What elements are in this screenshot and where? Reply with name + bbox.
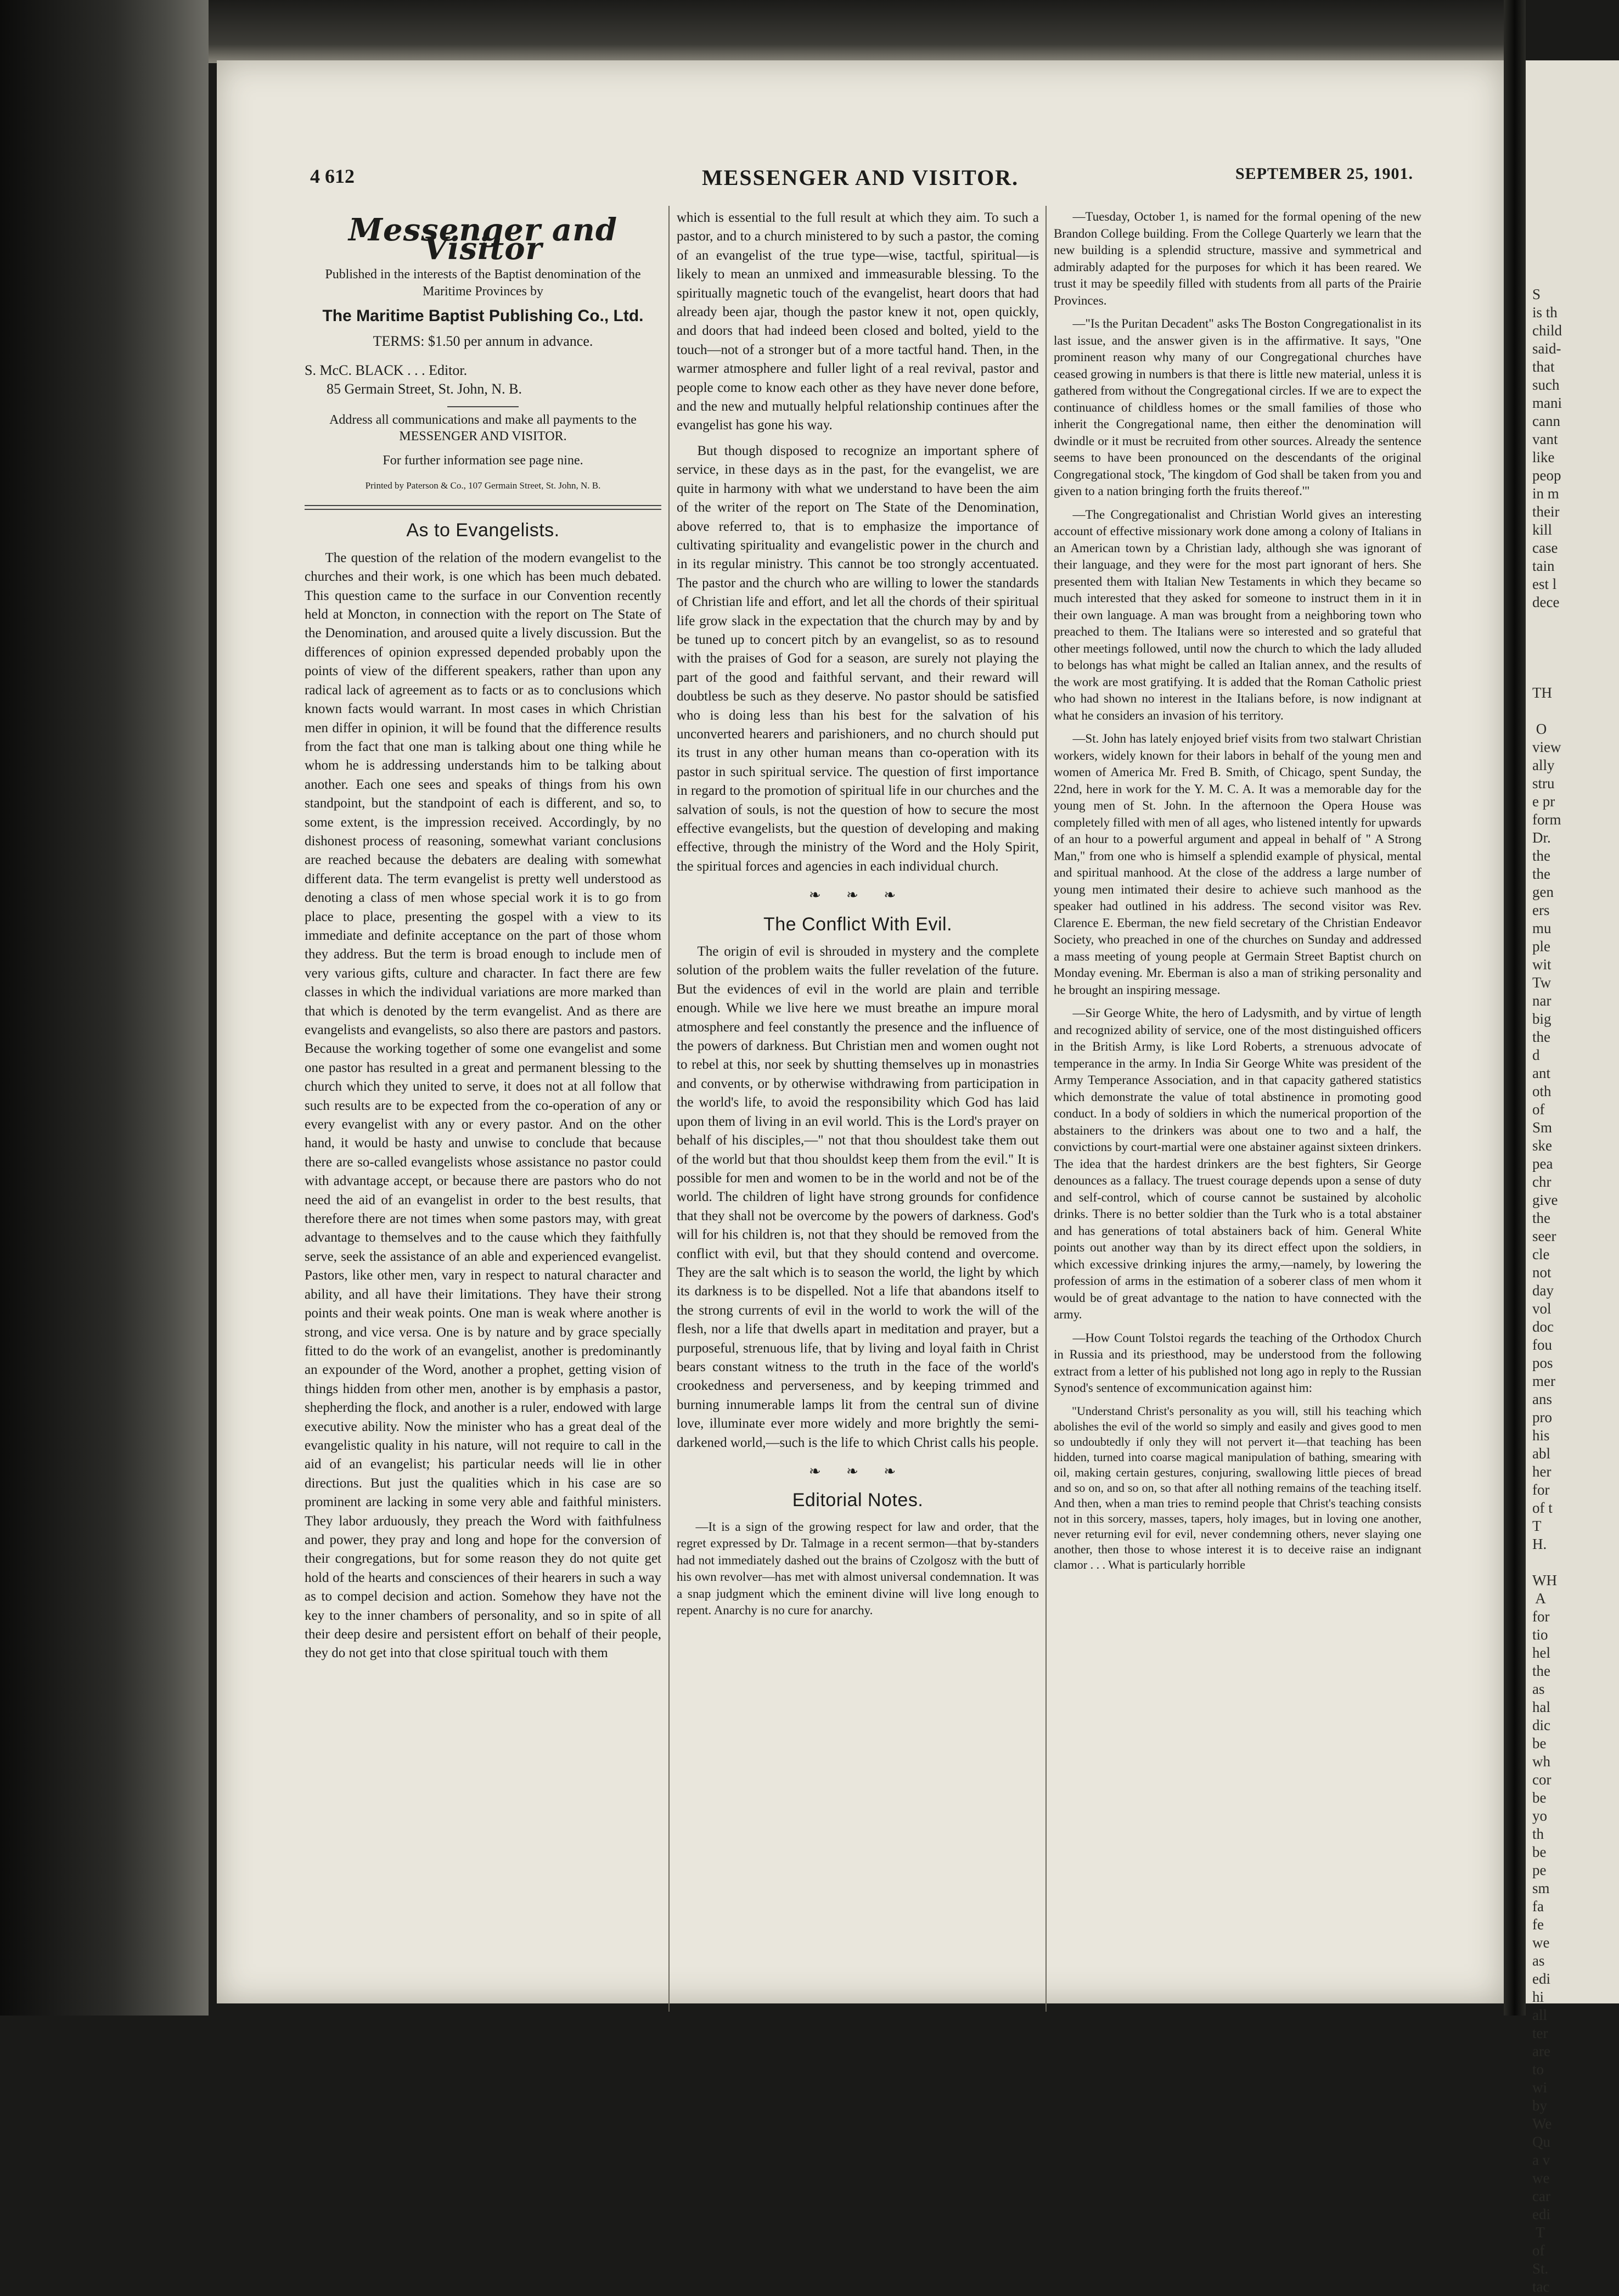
divider [447,406,519,407]
scan-top-shadow [209,0,1515,63]
article-paragraph: The origin of evil is shrouded in mystery and the complete solution of the problem waits the fuller revelation of the future. But the evidences of evil in the world are plain and terrible enough. While we live here we must breathe an impure moral atmosphere and feel constantly the presence and the influence of the powers of darkness. But Christian men and women ought not to rebel at this, nor seek by shutting themselves up in monastries and convents, or by otherwise withdrawing from participation in the world's life, to avoid the responsibility which God has laid upon them of living in an evil world. This is the Lord's prayer on behalf of his disciples,—" not that thou shouldest take them out of the world but that thou shouldst keep them from the evil." It is possible for men and women to be in the world and not be of the world. The children of light have strong grounds for confidence that they shall not be overcome by the powers of darkness. God's will for his children is, not that they should be removed from the conflict with evil, but that they should contend and overcome. They are the salt which is to season the world, the light by which its darkness is to be dispelled. Not a life that abandons itself to the strong currents of evil in the world to work the will of the flesh, nor a life that dwells apart in meditation and prayer, but a purposeful, strenuous life, that by living and loyal faith in Christ bears constant witness to the truth in the face of the world's crookedness and perverseness, and by keeping trimmed and burning innumerable lamps lit from the central sun of divine love, illuminate ever more widely and more brightly the semi-darkened world,—such is the life to which Christ calls his people. [677,944,1039,1450]
column-1 [305,209,661,2009]
editor-address: 85 Germain Street, St. John, N. B. [327,380,522,397]
editorial-note: —Sir George White, the hero of Ladysmith, and by virtue of length and recognized ability of service, one of the most distinguished officers in the British Army, is like Lord Roberts, a strenuous advocate of temperance in the army. In India Sir George White was president of the Army Temperance Association, and in that capacity gathered statistics which demonstrate the value of total abstinence in promoting good conduct. In a body of soldiers in which the numerical proportion of the abstainers to the drinkers was about one to two and a half, the convictions by court-martial were one abstainer against sixteen drinkers. The idea that the hardest drinkers are the best fighters, Sir George denounces as a fallacy. The truest courage depends upon a sense of duty and self-control, which of course cannot be sustained by alcoholic drinks. There is no better soldier than the Turk who is a total abstainer and has generations of total abstainers back of him. General White points out another way than by its direct effect upon the soldiers, in which excessive drinking injures the army,—namely, by lowering the profession of arms in the estimation of a soberer class of men whom it would be of great advantage to the nation to have connected with the army. [1054,1006,1421,1321]
section-ornament: ❧ ❧ ❧ [808,1463,907,1479]
editorial-note: —St. John has lately enjoyed brief visits from two stalwart Christian workers, widely known for their labors in behalf of the young men and women of America Mr. Fred B. Smith, of Chicago, spent Sunday, the 22nd, here in work for the Y. M. C. A. It was a memorable day for the young men of St. John. In the afternoon the Opera House was completely filled with men of all ages, who listened intently for upwards of an hour to a powerful argument and appeal in behalf of " A Strong Man," from one who is himself a splendid example of physical, mental and spiritual manhood. At the close of the address a large number of young men intimated their desire to achieve such manhood as the speaker had outlined in his address. The second visitor was Rev. Clarence E. Eberman, the new field secretary of the Christian Endeavor Society, who preached in one of the churches on Sunday and addressed a mass meeting of young people at Germain Street Baptist church on Monday evening. Mr. Eberman is also a man of striking personality and he brought an inspiring message. [1054,732,1421,997]
article-paragraph: The question of the relation of the modern evangelist to the churches and their work, is one which has been much debated. This question came to the surface in our Convention recently held at Moncton, in connection with the report on The State of the Denomination, and aroused quite a lively discussion. But the differences of opinion expressed depended probably upon the points of view of the different speakers, rather than upon any radical lack of agreement as to facts or as to conclusions which known facts would warrant. In most cases in which Christian men differ in opinion, it will be found that the difference results from the fact that one man is talking about one thing while he whom he is addressing understands him to be talking about another. Each one sees and speaks of things from his own standpoint, but the standpoint of each is different, and so, to some extent, is the impression received. Accordingly, by no dishonest process of reasoning, somewhat variant conclusions are reached because the debaters are dealing with somewhat different data. The term evangelist is pretty well understood as denoting a class of men whose special work it is to go from place to place, presenting the gospel with a view to its immediate and definite acceptance on the part of those whom they address. But the term is broad enough to include men of very various gifts, culture and character. In fact there are few classes in which the individual variations are more marked than that which is denoted by the term evangelist. And as there are evangelists and evangelists, so also there are pastors and pastors. Because the working together of some one evangelist and some one pastor has resulted in a great and permanent blessing to the church which they united to serve, it does not at all follow that such results are to be expected from the co-operation of any or every evangelist with any or every pastor. And on the other hand, it would be hasty and unwise to conclude that because there are so-called evangelists whose assistance no pastor could with advantage accept, or because there are pastors who do not need the aid of an evangelist in order to the best results, that therefore there are not times when some pastors may, with great advantage to themselves and to the cause which they faithfully serve, seek the assistance of an able and experienced evangelist. Pastors, like other men, vary in respect to natural character and ability, and all have their limitations. They have their strong points and their weak points. One man is weak where another is strong, and vice versa. One is by nature and by grace specially fitted to do the work of an evangelist, another is predominantly an expounder of the Word, another a prophet, getting vision of things hidden from other men, another is by emphasis a pastor, shepherding the flock, and another is a ruler, endowed with large executive ability. Now the minister who has a great deal of the evangelistic quality in his nature, will not require to call in the aid of an evangelist; his particular needs will lie in other directions. But just the qualities which in his case are so prominent are lacking in some very able and faithful ministers. They labor arduously, they preach the Word with faithfulness and power, they pray and long and hope for the conversion of their congregations, but for some reason they do not quite get hold of the hearts and consciences of their hearers in such a way as to compel decision and action. Somehow they have not the key to the inner chambers of personality, and so in spite of all their deep desire and persistent effort on behalf of their people, they do not get into that close spiritual touch with them [305,550,661,1661]
editorial-note: —Tuesday, October 1, is named for the formal opening of the new Brandon College building. From the College Quarterly we learn that the new building is a splendid structure, massive and symmetrical and admirably adapted for the purposes for which it has been reared. We trust it may be speedily filled with students from all parts of the Prairie Provinces. [1054,210,1421,307]
editorial-note: —It is a sign of the growing respect for law and order, that the regret expressed by Dr. Talmage in a recent sermon—that by-standers had not immediately dashed out the brains of Czolgosz with the butt of his own revolver—has met with almost universal condemnation. It was a snap judgment which the eminent divine will live long enough to repent. Anarchy is no cure for anarchy. [677,1519,1039,1618]
tolstoi-quote: "Understand Christ's personality as you will, still his teaching which abolishes the evil of the world so simply and easily and gives good to men so undoubtedly if only they will not pervert it—that teaching has been hidden, turned into coarse magical manipulation of bathing, smearing with oil, making certain gestures, conjuring, swallowing little pieces of bread and so on, and so on, so that after all nothing remains of the teaching itself. And then, when a man tries to remind people that Christ's teaching consists not in this sorcery, masses, tapers, holy images, but in loving one another, never returning evil for evil, never condemning others, never slaying one another, then those to whose interest it is to deceive raise an indignant clamor . . . What is particularly horrible [1054,1404,1421,1571]
scan-left-shadow [0,0,209,2016]
next-page-edge [1526,60,1619,2295]
page-number: 4 612 [310,165,355,187]
paper-name: MESSENGER AND VISITOR. [701,165,1019,190]
subscription-terms: TERMS: $1.50 per annum in advance. [373,333,593,350]
column-rule [1045,206,1047,2012]
article-paragraph: But though disposed to recognize an important sphere of service, in these days as in the past, for the evangelist, we are quite in harmony with what we understand to have been the aim of the writer of the report on The State of the Denomination, above referred to, that is to emphasize the importance of cultivating spirituality and evangelistic power in the church and in its regular ministry. This cannot be too strongly accentuated. The pastor and the church who are willing to lower the standards of Christian life and effort, and let all the chords of their spiritual life grow slack in the expectation that the church may by and by be tuned up to concert pitch by an evangelist, so as to resound with the praises of God for a season, are surely not playing the part of the good and faithful servant, and their reward will doubtless be such as they deserve. No pastor should be satisfied who is doing less than his best for the salvation of his unconverted hearers and parishioners, and no church should put its trust in any other human means than co-operation with its pastor in such spiritual service. The question of first importance in regard to the promotion of spiritual life in our churches and the salvation of souls, is not the question of how to secure the most effective evangelists, but the question of developing and making effective, through the ministry of the Word and the Holy Spirit, the spiritual forces and agencies in each individual church. [677,443,1039,874]
editor-name: S. McC. BLACK . . . Editor. [305,362,468,378]
column-rule [668,206,670,2012]
column-3 [1054,209,1421,2009]
editor-line [305,361,661,380]
article-paragraph: which is essential to the full result at which they aim. To such a pastor, and to a church ministered to by such a pastor, the coming of an evangelist of the true type—wise, tactful, spiritual—is likely to mean an unmixed and immeasurable blessing. To the spiritually magnetic touch of the evangelist, heart doors that had already been ajar, though the pastor knew it not, open quickly, and doors that had indeed been closed and bolted, yield to the touch—not of a stronger but of a more tactful hand. Then, in the warmer atmosphere and fuller light of a real revival, pastor and people come to know each other as they have never done before, and the new and mutually helpful relationship continues after the evangelist has gone his way. [677,210,1039,433]
binding-gutter [1504,0,1526,2016]
company-name: The Maritime Baptist Publishing Co., Ltd. [322,306,644,325]
address-notice: Address all communications and make all payments to the MESSENGER AND VISITOR. [329,413,637,444]
article-headline: The Conflict With Evil. [763,913,953,935]
newspaper-page [217,60,1504,2003]
issue-date: SEPTEMBER 25, 1901. [1235,165,1413,183]
section-ornament: ❧ ❧ ❧ [808,887,907,903]
published-by: Published in the interests of the Baptist denomination of the Maritime Provinces by [325,267,641,299]
paper-flag: Messenger and Visitor [348,212,617,267]
article-headline: As to Evangelists. [406,520,560,541]
divider [305,505,661,510]
editorial-note: —The Congregationalist and Christian World gives an interesting account of effective missionary work done among a colony of Italians in an American town by a Christian lady, although she was ignorant of their language, and they were for the most part ignorant of hers. She presented them with Italian New Testaments in which they became so much interested that they asked for someone to instruct them in it in their own language. A man was brought from a neighboring town who preached to them. The Italians were so interested and so grateful that other meetings followed, until now the church to which the lady alluded to belongs has what might be called an Italian annex, and the results of the work are most gratifying. It is added that the Roman Catholic priest who had shown no interest in the Italians before, is now indignant at what he considers an invasion of his territory. [1054,507,1421,722]
column-2 [677,209,1039,2009]
further-info: For further information see page nine. [383,453,583,468]
editorial-note: —How Count Tolstoi regards the teaching of the Orthodox Church in Russia and its priesthood, may be understood from the following extract from a letter of his published not long ago in reply to the Russian Synod's sentence of excommunication against him: [1054,1331,1421,1395]
printer-imprint: Printed by Paterson & Co., 107 Germain Street, St. John, N. B. [365,480,601,491]
article-headline: Editorial Notes. [792,1490,924,1511]
masthead [217,165,1504,198]
editorial-note: —"Is the Puritan Decadent" asks The Boston Congregationalist in its last issue, and the answer given is in the affirmative. It says, "One prominent reason why many of our Congregational churches have ceased growing in numbers is that there is little new material, unless it is gathered from without the Congregational circles. If we are to expect the continuance of childless homes or the small families of those who inherit the Congregational name, then either the denomination will dwindle or it must be recruited from other sources. Already the sentence seems to have been pronounced on the descendants of the original Congregational stock, 'The kingdom of God shall be taken from you and given to a nation bringing forth the fruits thereof.'" [1054,317,1421,498]
next-page-fragment: S is th child said- that such mani cann vant like peop in m their kill case tain est l dece TH O view ally stru e pr form Dr. the the gen ers mu ple wit Tw nar big the d ant oth of Sm ske pea chr give the seer cle not day vol doc fou pos mer ans pro his abl her for of t T H. WH A for tio hel the as hal dic be wh cor be yo th be pe sm fa fe we as edi hi all ter are to wi by We Qu a v we car edi T of St. tac [1532,286,1562,2295]
